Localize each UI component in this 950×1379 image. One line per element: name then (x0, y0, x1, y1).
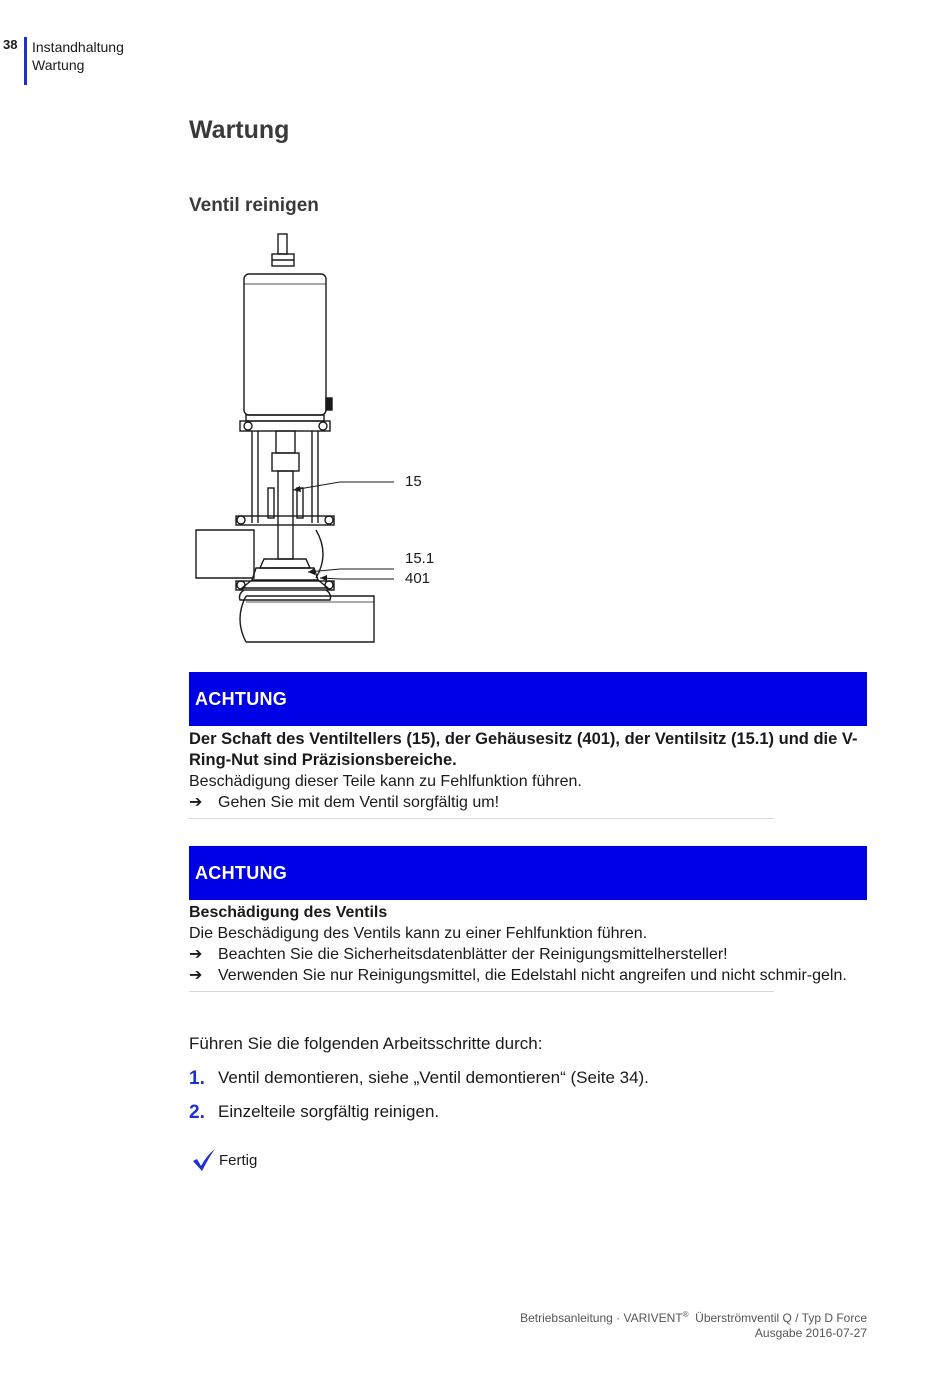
step-item (189, 1068, 649, 1090)
steps-intro: Führen Sie die folgenden Arbeitsschritte durch: (189, 1034, 543, 1053)
notice-bold-text: Der Schaft des Ventiltellers (15), der Gehäusesitz (401), der Ventilsitz (15.1) und die V-Ring-Nut sind Präzisionsbereiche. (189, 730, 858, 769)
notice-label: ACHTUNG (189, 672, 867, 726)
step-text: Ventil demontieren, siehe „Ventil demontieren“ (Seite 34). (218, 1068, 649, 1087)
header-chapter: Instandhaltung (32, 39, 124, 55)
arrow-right-icon: ➔ (189, 794, 203, 811)
callout-401: 401 (405, 570, 431, 587)
header-accent-bar (24, 37, 27, 85)
footer-doc-suffix: Überströmventil Q / Typ D Force (688, 1311, 867, 1325)
instruction-text: Gehen Sie mit dem Ventil sorgfältig um! (218, 794, 500, 811)
instruction-item (189, 944, 867, 965)
notice-precision-areas (189, 672, 867, 819)
notice-label: ACHTUNG (189, 846, 867, 900)
done-marker (191, 1147, 257, 1173)
arrow-right-icon: ➔ (189, 967, 203, 984)
done-label: Fertig (219, 1151, 258, 1169)
page-title: Wartung (189, 116, 290, 144)
notice-text: Beschädigung dieser Teile kann zu Fehlfunktion führen. (189, 773, 582, 790)
step-item (189, 1102, 439, 1124)
footer-document-line (520, 1307, 867, 1326)
header-section: Wartung (32, 57, 85, 73)
running-header (32, 38, 124, 74)
divider (189, 991, 774, 992)
instruction-text: Beachten Sie die Sicherheitsdatenblätter der Reinigungsmittelhersteller! (218, 946, 728, 963)
arrow-right-icon: ➔ (189, 946, 203, 963)
section-title: Ventil reinigen (189, 195, 319, 216)
notice-text: Die Beschädigung des Ventils kann zu einer Fehlfunktion führen. (189, 925, 648, 942)
notice-bold-text: Beschädigung des Ventils (189, 904, 388, 921)
notice-cleaning-agents (189, 846, 867, 992)
notice-body (189, 900, 867, 986)
instruction-item (189, 792, 867, 813)
footer-edition: Ausgabe 2016-07-27 (754, 1326, 867, 1340)
page-footer (520, 1307, 867, 1341)
footer-doc-prefix: Betriebsanleitung · VARIVENT (520, 1311, 683, 1325)
checkmark-icon (191, 1147, 217, 1173)
instruction-text: Verwenden Sie nur Reinigungsmittel, die Edelstahl nicht angreifen und nicht schmir-geln. (218, 967, 847, 984)
footer-registered-mark: ® (682, 1310, 689, 1319)
step-number: 1. (189, 1068, 205, 1089)
notice-body (189, 726, 867, 813)
step-number: 2. (189, 1102, 205, 1123)
callout-15: 15 (405, 473, 422, 490)
divider (189, 818, 774, 819)
instruction-item (189, 965, 867, 986)
page-number: 38 (3, 37, 18, 52)
callout-15-1: 15.1 (405, 550, 435, 567)
step-text: Einzelteile sorgfältig reinigen. (218, 1102, 440, 1121)
